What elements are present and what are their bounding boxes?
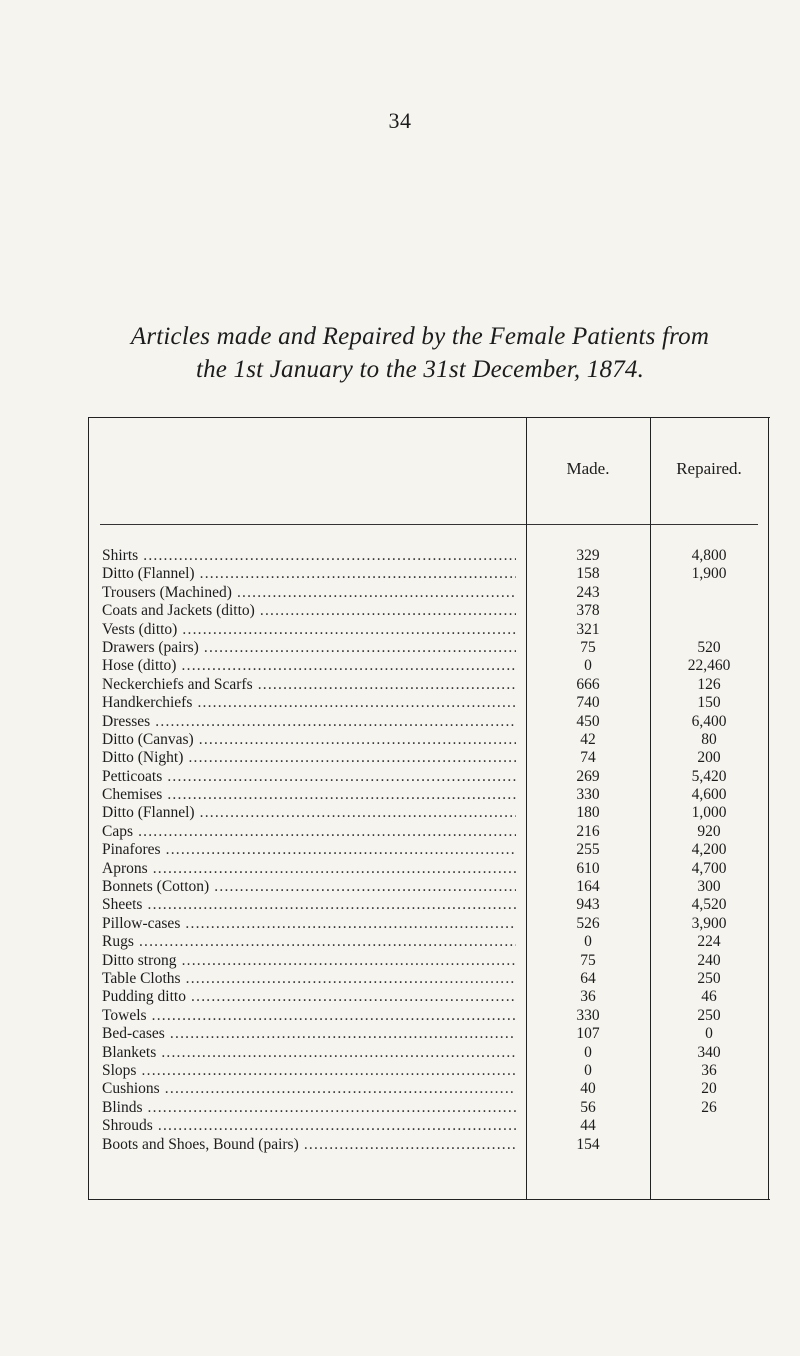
row-made-value: 330 [576,786,600,804]
row-repaired-value: 240 [697,951,721,969]
row-made-value: 40 [580,1080,596,1098]
table-body [88,547,770,1154]
row-made-value: 164 [576,878,600,896]
table-row [88,860,770,878]
articles-table [88,417,770,1199]
table-row [88,823,770,841]
table-row [88,713,770,731]
row-made-value: 74 [580,749,596,767]
row-made-value: 329 [576,547,600,564]
table-row [88,933,770,951]
table-row [88,1044,770,1062]
row-made-value: 0 [584,1043,592,1061]
row-made-value: 740 [576,694,600,712]
row-repaired-value: 224 [697,933,721,951]
table-row [88,565,770,583]
table-row [88,1099,770,1117]
row-item-label: Table Cloths ..... [102,970,516,988]
row-repaired-value: 300 [697,878,721,896]
row-item-label: Hose (ditto) ..... [102,657,516,675]
row-made-value: 42 [580,730,596,748]
row-item-label: Blinds ..... [102,1099,516,1117]
row-item-label: Ditto (Flannel) ..... [102,565,516,583]
row-item-label: Blankets ..... [102,1044,516,1062]
row-repaired-value: 4,520 [691,896,727,914]
row-repaired-value: 200 [697,749,721,767]
row-item-label: Bed-cases ..... [102,1025,516,1043]
table-row [88,731,770,749]
row-made-value: 526 [576,914,600,932]
page-number: 34 [388,108,412,133]
row-item-label: Chemises ..... [102,786,516,804]
table-row [88,676,770,694]
row-made-value: 36 [580,988,596,1006]
row-item-label: Boots and Shoes, Bound (pairs) ..... [102,1136,516,1154]
table-row [88,1007,770,1025]
row-made-value: 0 [584,1061,592,1079]
row-repaired-value: 520 [697,638,721,656]
table-row [88,584,770,602]
row-made-value: 216 [576,822,600,840]
row-made-value: 0 [584,933,592,951]
row-made-value: 154 [576,1135,600,1153]
row-made-value: 75 [580,638,596,656]
column-header-made: Made. [566,459,610,478]
row-made-value: 450 [576,712,600,730]
table-row [88,1117,770,1135]
row-item-label: Pillow-cases ..... [102,915,516,933]
row-made-value: 330 [576,1006,600,1024]
row-repaired-value: 4,600 [691,786,727,804]
row-repaired-value: 6,400 [691,712,727,730]
row-repaired-value: 36 [701,1061,717,1079]
table-row [88,804,770,822]
row-made-value: 56 [580,1098,596,1116]
table-row [88,547,770,565]
row-item-label: Petticoats ..... [102,768,516,786]
page-title [60,320,780,386]
row-repaired-value: 126 [697,675,721,693]
table-row [88,694,770,712]
row-repaired-value: 20 [701,1080,717,1098]
row-item-label: Rugs ..... [102,933,516,951]
row-item-label: Caps ..... [102,823,516,841]
row-made-value: 321 [576,620,600,638]
table-row [88,639,770,657]
row-made-value: 158 [576,565,600,583]
row-made-value: 44 [580,1117,596,1135]
table-row [88,988,770,1006]
row-repaired-value: 250 [697,1006,721,1024]
row-repaired-value: 3,900 [691,914,727,932]
table-top-rule [88,417,770,418]
table-row [88,768,770,786]
row-repaired-value: 5,420 [691,767,727,785]
row-repaired-value: 4,700 [691,859,727,877]
title-line-1: Articles made and Repaired by the Female Patients from [130,323,710,350]
table-row [88,878,770,896]
row-item-label: Slops ..... [102,1062,516,1080]
row-repaired-value: 150 [697,694,721,712]
row-item-label: Dresses ..... [102,713,516,731]
row-item-label: Towels ..... [102,1007,516,1025]
row-repaired-value: 250 [697,969,721,987]
row-repaired-value: 4,800 [691,547,727,564]
row-made-value: 107 [576,1025,600,1043]
row-item-label: Pudding ditto ..... [102,988,516,1006]
row-repaired-value: 340 [697,1043,721,1061]
table-row [88,1062,770,1080]
row-made-value: 64 [580,969,596,987]
row-made-value: 0 [584,657,592,675]
row-made-value: 243 [576,583,600,601]
table-row [88,841,770,859]
row-repaired-value: 1,000 [691,804,727,822]
row-item-label: Pinafores ..... [102,841,516,859]
row-made-value: 610 [576,859,600,877]
row-item-label: Cushions ..... [102,1080,516,1098]
table-row [88,896,770,914]
row-item-label: Aprons ..... [102,860,516,878]
table-row [88,1080,770,1098]
row-item-label: Ditto strong ..... [102,952,516,970]
table-row [88,952,770,970]
row-made-value: 180 [576,804,600,822]
row-repaired-value: 4,200 [691,841,727,859]
row-made-value: 943 [576,896,600,914]
row-item-label: Handkerchiefs ..... [102,694,516,712]
row-item-label: Sheets ..... [102,896,516,914]
table-row [88,621,770,639]
row-repaired-value: 22,460 [687,657,731,675]
row-item-label: Vests (ditto) ..... [102,621,516,639]
row-repaired-value: 80 [701,730,717,748]
table-row [88,786,770,804]
row-item-label: Bonnets (Cotton) ..... [102,878,516,896]
table-row [88,602,770,620]
row-made-value: 75 [580,951,596,969]
row-item-label: Shrouds ..... [102,1117,516,1135]
table-row [88,1025,770,1043]
row-repaired-value: 0 [705,1025,713,1043]
header-rule [100,524,758,525]
row-item-label: Shirts ..... [102,547,516,565]
table-bottom-rule [88,1199,770,1200]
row-repaired-value: 920 [697,822,721,840]
row-item-label: Drawers (pairs) ..... [102,639,516,657]
table-row [88,1136,770,1154]
row-item-label: Neckerchiefs and Scarfs ..... [102,676,516,694]
table-row [88,657,770,675]
row-item-label: Ditto (Canvas) ..... [102,731,516,749]
row-item-label: Ditto (Flannel) ..... [102,804,516,822]
row-made-value: 378 [576,602,600,620]
row-item-label: Trousers (Machined) ..... [102,584,516,602]
row-item-label: Coats and Jackets (ditto) ..... [102,602,516,620]
row-item-label: Ditto (Night) ..... [102,749,516,767]
title-line-2: the 1st January to the 31st December, 1874. [195,356,645,383]
row-repaired-value: 26 [701,1098,717,1116]
row-repaired-value: 46 [701,988,717,1006]
row-made-value: 269 [576,767,600,785]
row-made-value: 255 [576,841,600,859]
column-header-repaired: Repaired. [676,459,742,478]
table-row [88,749,770,767]
row-made-value: 666 [576,675,600,693]
table-row [88,915,770,933]
row-repaired-value: 1,900 [691,565,727,583]
table-row [88,970,770,988]
